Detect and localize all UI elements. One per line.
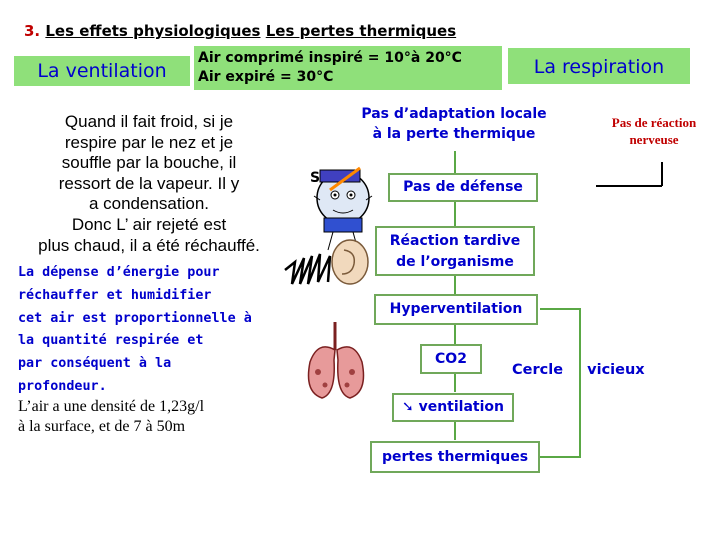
side-note-line1: Pas de réaction: [611, 115, 697, 130]
adaptation-line2: à la perte thermique: [372, 126, 536, 142]
para2-line: cet air est proportionnelle à: [18, 310, 252, 326]
para2-line: la quantité respirée et: [18, 333, 204, 349]
para2-line: La dépense d’énergie pour: [18, 265, 220, 280]
ventilation-box: [392, 393, 514, 422]
co2-box: CO2: [420, 344, 482, 374]
down-right-arrow-icon: ➘: [401, 399, 414, 415]
cercle-word: Cercle: [512, 362, 564, 378]
sound-wave-icon: [285, 254, 330, 284]
para2-line: par conséquent à la: [18, 356, 172, 372]
para2-line: réchauffer et humidifier: [18, 287, 212, 303]
para1-line: plus chaud, il a été réchauffé.: [38, 235, 260, 255]
title-part1: Les effets physiologiques: [45, 22, 261, 40]
ventilation-text: ventilation: [418, 399, 504, 415]
para1-line: souffle par la bouche, il: [61, 153, 237, 173]
hyperventilation-box: Hyperventilation: [374, 294, 538, 325]
para3-line: L’air a une densité de 1,23g/l: [18, 398, 205, 415]
reaction-line2: de l’organisme: [396, 254, 514, 270]
respiration-label: La respiration: [508, 48, 690, 84]
adaptation-text: [338, 104, 570, 144]
vicious-circle-label: [512, 362, 645, 378]
side-note-line2: nerveuse: [629, 132, 679, 147]
reaction-box: [375, 226, 535, 276]
title-part2: Les pertes thermiques: [265, 22, 457, 40]
air-expired-text: Air expiré = 30°C: [198, 69, 334, 85]
para1-line: Donc L’ air rejeté est: [71, 214, 227, 234]
para2-line: profondeur.: [18, 378, 107, 394]
ear-icon: [332, 240, 368, 284]
para1-line: a condensation.: [88, 194, 210, 214]
nervous-reaction-note: [592, 114, 716, 148]
lungs-icon: [309, 322, 364, 398]
cold-character-icon: [310, 168, 372, 250]
arrow-to-defense: [596, 162, 662, 186]
vicieux-word: vicieux: [587, 362, 645, 378]
para3-line: à la surface, et de 7 à 50m: [18, 418, 186, 435]
para1-line: Quand il fait froid, si je: [64, 112, 234, 131]
para1-line: respire par le nez et je: [64, 132, 234, 152]
svg-text:S: S: [310, 170, 321, 186]
ventilation-label: La ventilation: [14, 56, 190, 86]
adaptation-line1: Pas d’adaptation locale: [361, 106, 547, 122]
para1-line: ressort de la vapeur. Il y: [58, 173, 240, 193]
reaction-line1: Réaction tardive: [389, 233, 521, 249]
defense-box: Pas de défense: [388, 173, 538, 202]
title-number: 3.: [24, 22, 41, 40]
air-inspired-text: Air comprimé inspiré = 10°à 20°C: [198, 50, 462, 66]
pertes-thermiques-box: pertes thermiques: [370, 441, 540, 473]
